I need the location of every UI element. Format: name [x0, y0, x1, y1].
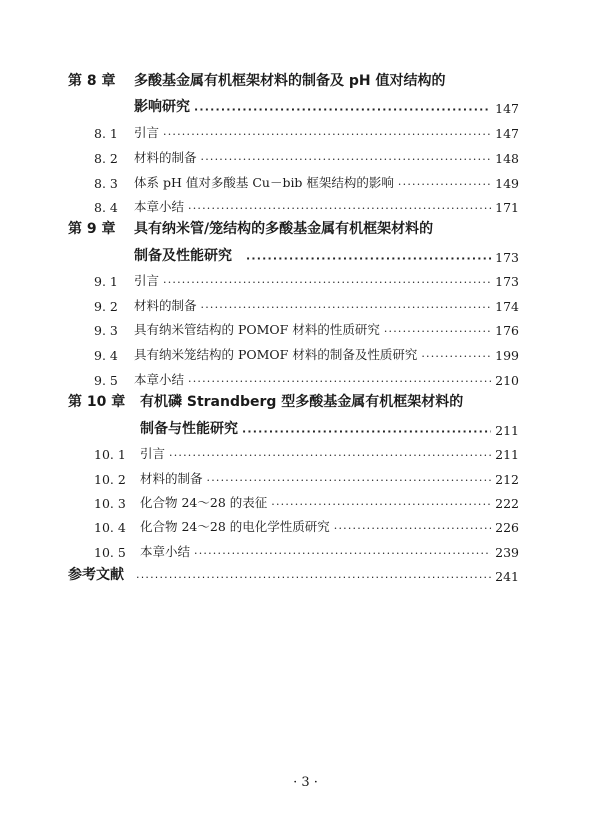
leader-dots [334, 522, 491, 535]
section-title: 具有纳米管结构的 POMOF 材料的性质研究 [134, 322, 380, 337]
chapter-9-heading [0, 216, 611, 238]
toc-entry-8-4[interactable] [0, 193, 611, 215]
section-number: 9. 3 [94, 323, 118, 338]
toc-entry-10-2[interactable] [0, 465, 611, 487]
section-page: 147 [495, 126, 519, 141]
section-title: 本章小结 [140, 544, 191, 559]
toc-entry-8-1[interactable] [0, 119, 611, 141]
chapter-8-title-line2: 影响研究 [134, 99, 190, 115]
section-page: 210 [495, 373, 519, 388]
toc-entry-10-4[interactable] [0, 513, 611, 535]
chapter-10-title-line2: 制备与性能研究 [140, 421, 238, 437]
section-page: 226 [495, 520, 519, 535]
chapter-9-page: 173 [495, 250, 519, 265]
chapter-10-title-line1: 有机磷 Strandberg 型多酸基金属有机框架材料的 [140, 394, 464, 410]
section-number: 9. 1 [94, 274, 118, 289]
toc-entry-references[interactable] [0, 562, 611, 584]
section-number: 9. 4 [94, 348, 118, 363]
section-number: 9. 5 [94, 373, 118, 388]
toc-entry-9-5[interactable] [0, 366, 611, 388]
toc-entry-10-3[interactable] [0, 489, 611, 511]
toc-entry-8-3[interactable] [0, 169, 611, 191]
leader-dots [194, 103, 491, 116]
chapter-9-title-line1: 具有纳米管/笼结构的多酸基金属有机框架材料的 [134, 221, 434, 237]
section-number: 8. 2 [94, 151, 118, 166]
section-title: 体系 pH 值对多酸基 Cu－bib 框架结构的影响 [134, 175, 394, 190]
section-number: 9. 2 [94, 299, 118, 314]
section-page: 174 [495, 299, 519, 314]
section-title: 本章小结 [134, 372, 185, 387]
section-page: 148 [495, 151, 519, 166]
section-page: 212 [495, 472, 519, 487]
leader-dots [169, 449, 491, 462]
chapter-9-heading-cont [0, 243, 611, 265]
leader-dots [398, 178, 491, 191]
section-title: 化合物 24～28 的表征 [140, 495, 268, 510]
section-title: 引言 [140, 446, 166, 461]
section-title: 化合物 24～28 的电化学性质研究 [140, 519, 330, 534]
section-page: 149 [495, 176, 519, 191]
section-number: 8. 4 [94, 200, 118, 215]
chapter-8-heading [0, 68, 611, 90]
section-title: 材料的制备 [134, 298, 197, 313]
section-number: 8. 3 [94, 176, 118, 191]
leader-dots [188, 375, 491, 388]
section-page: 222 [495, 496, 519, 511]
leader-dots [163, 276, 491, 289]
leader-dots [207, 474, 491, 487]
section-page: 239 [495, 545, 519, 560]
chapter-9-title-line2: 制备及性能研究 [134, 248, 232, 264]
chapter-10-heading [0, 389, 611, 411]
section-number: 8. 1 [94, 126, 118, 141]
section-page: 173 [495, 274, 519, 289]
section-title: 材料的制备 [140, 471, 203, 486]
section-number: 10. 1 [94, 447, 126, 462]
references-title: 参考文献 [68, 567, 124, 583]
leader-dots [246, 252, 491, 265]
section-title: 具有纳米笼结构的 POMOF 材料的制备及性质研究 [134, 347, 418, 362]
leader-dots [242, 425, 491, 438]
toc-entry-8-2[interactable] [0, 144, 611, 166]
leader-dots [163, 128, 491, 141]
page-number-footer: · 3 · [293, 775, 318, 790]
toc-entry-9-3[interactable] [0, 316, 611, 338]
section-number: 10. 2 [94, 472, 126, 487]
toc-entry-9-4[interactable] [0, 341, 611, 363]
section-title: 材料的制备 [134, 150, 197, 165]
chapter-9-number: 第 9 章 [68, 221, 116, 237]
leader-dots [201, 153, 491, 166]
references-page: 241 [495, 569, 519, 584]
toc-entry-9-2[interactable] [0, 292, 611, 314]
leader-dots [201, 301, 491, 314]
section-page: 176 [495, 323, 519, 338]
toc-entry-9-1[interactable] [0, 267, 611, 289]
chapter-10-page: 211 [495, 423, 519, 438]
section-title: 引言 [134, 125, 160, 140]
section-page: 171 [495, 200, 519, 215]
leader-dots [136, 571, 491, 584]
leader-dots [421, 350, 491, 363]
section-number: 10. 4 [94, 520, 126, 535]
section-title: 本章小结 [134, 199, 185, 214]
toc-entry-10-5[interactable] [0, 538, 611, 560]
chapter-8-page: 147 [495, 101, 519, 116]
chapter-10-number: 第 10 章 [68, 394, 126, 410]
leader-dots [188, 202, 491, 215]
section-number: 10. 5 [94, 545, 126, 560]
section-title: 引言 [134, 273, 160, 288]
chapter-10-heading-cont [0, 416, 611, 438]
leader-dots [271, 498, 491, 511]
chapter-8-heading-cont [0, 94, 611, 116]
section-page: 199 [495, 348, 519, 363]
chapter-8-title-line1: 多酸基金属有机框架材料的制备及 pH 值对结构的 [134, 73, 446, 89]
leader-dots [194, 547, 491, 560]
chapter-8-number: 第 8 章 [68, 73, 116, 89]
leader-dots [384, 325, 491, 338]
section-page: 211 [495, 447, 519, 462]
section-number: 10. 3 [94, 496, 126, 511]
toc-entry-10-1[interactable] [0, 440, 611, 462]
